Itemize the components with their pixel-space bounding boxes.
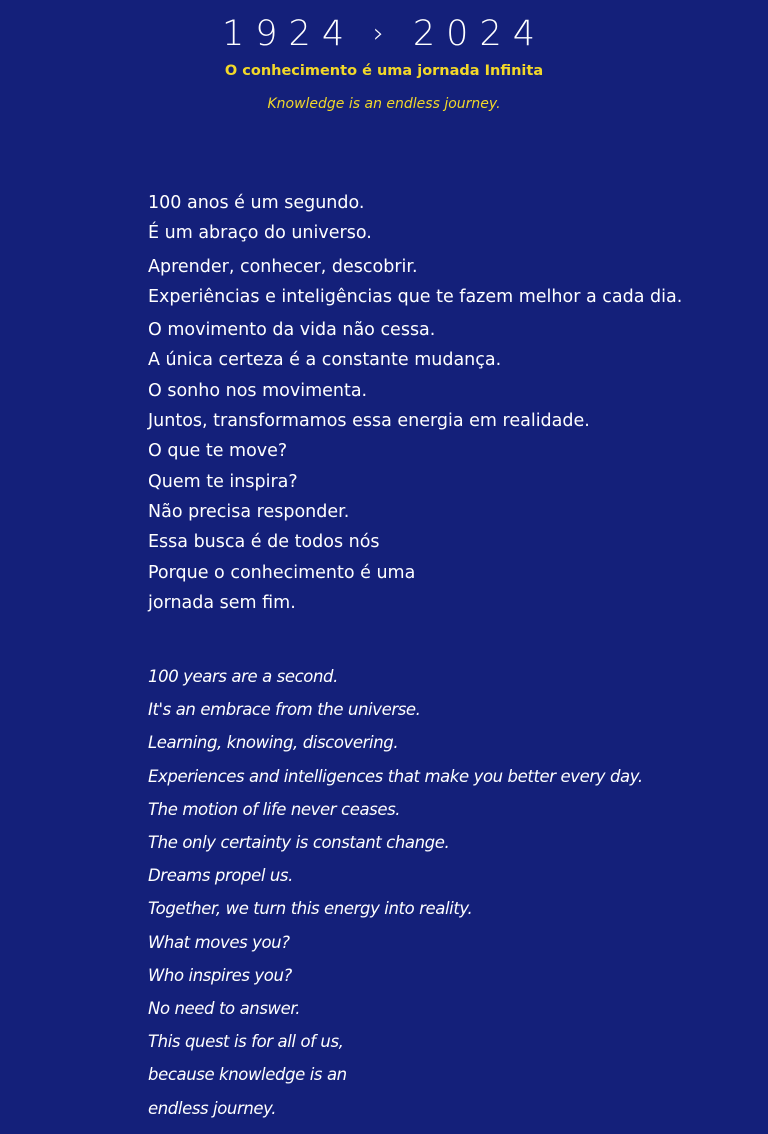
poem-en-line: This quest is for all of us,	[148, 1032, 344, 1052]
year-end: 2024	[412, 14, 546, 54]
poem-pt-line: Quem te inspira?	[148, 471, 298, 492]
poem-en-line: Learning, knowing, discovering.	[148, 733, 399, 753]
poem-pt-line: O sonho nos movimenta.	[148, 380, 368, 401]
poem-pt-line: Porque o conhecimento é uma	[148, 562, 416, 583]
poem-en-line: Dreams propel us.	[148, 866, 293, 886]
poem-en-line: It's an embrace from the universe.	[148, 700, 421, 720]
poem-pt-line: Aprender, conhecer, descobrir.	[148, 256, 418, 277]
poem-en-line: The only certainty is constant change.	[148, 833, 450, 853]
poem-pt-line: É um abraço do universo.	[148, 223, 372, 244]
poem-en-line: What moves you?	[148, 932, 290, 952]
arrow-right-icon: ›	[373, 18, 395, 49]
years-title	[0, 12, 768, 56]
poem-pt-line: Experiências e inteligências que te fazem melhor a cada dia.	[148, 286, 683, 307]
poem-english	[148, 660, 748, 1125]
poem-en-line: Experiences and intelligences that make you better every day.	[148, 766, 643, 786]
poem-pt-line: Juntos, transformamos essa energia em realidade.	[148, 411, 590, 432]
subtitle-english: Knowledge is an endless journey.	[267, 96, 501, 112]
poem-pt-line: O que te move?	[148, 441, 288, 462]
poem-pt-line: Não precisa responder.	[148, 501, 350, 522]
poem-portuguese	[148, 188, 748, 618]
poem-en-line: No need to answer.	[148, 999, 301, 1019]
poem-pt-line: jornada sem fim.	[148, 592, 296, 613]
poem-en-line: endless journey.	[148, 1098, 277, 1118]
poem-en-line: Who inspires you?	[148, 965, 292, 985]
poem-pt-line: O movimento da vida não cessa.	[148, 320, 436, 341]
poem-en-line: Together, we turn this energy into reality.	[148, 899, 473, 919]
poem-pt-line: Essa busca é de todos nós	[148, 532, 380, 553]
poem-pt-line: 100 anos é um segundo.	[148, 193, 365, 213]
poem-en-line: 100 years are a second.	[148, 667, 338, 686]
poem-pt-line: A única certeza é a constante mudança.	[148, 350, 502, 371]
year-start: 1924	[222, 14, 356, 54]
poem-en-line: The motion of life never ceases.	[148, 799, 401, 819]
poem-en-line: because knowledge is an	[148, 1065, 347, 1085]
subtitle-portuguese: O conhecimento é uma jornada Infinita	[224, 63, 544, 79]
